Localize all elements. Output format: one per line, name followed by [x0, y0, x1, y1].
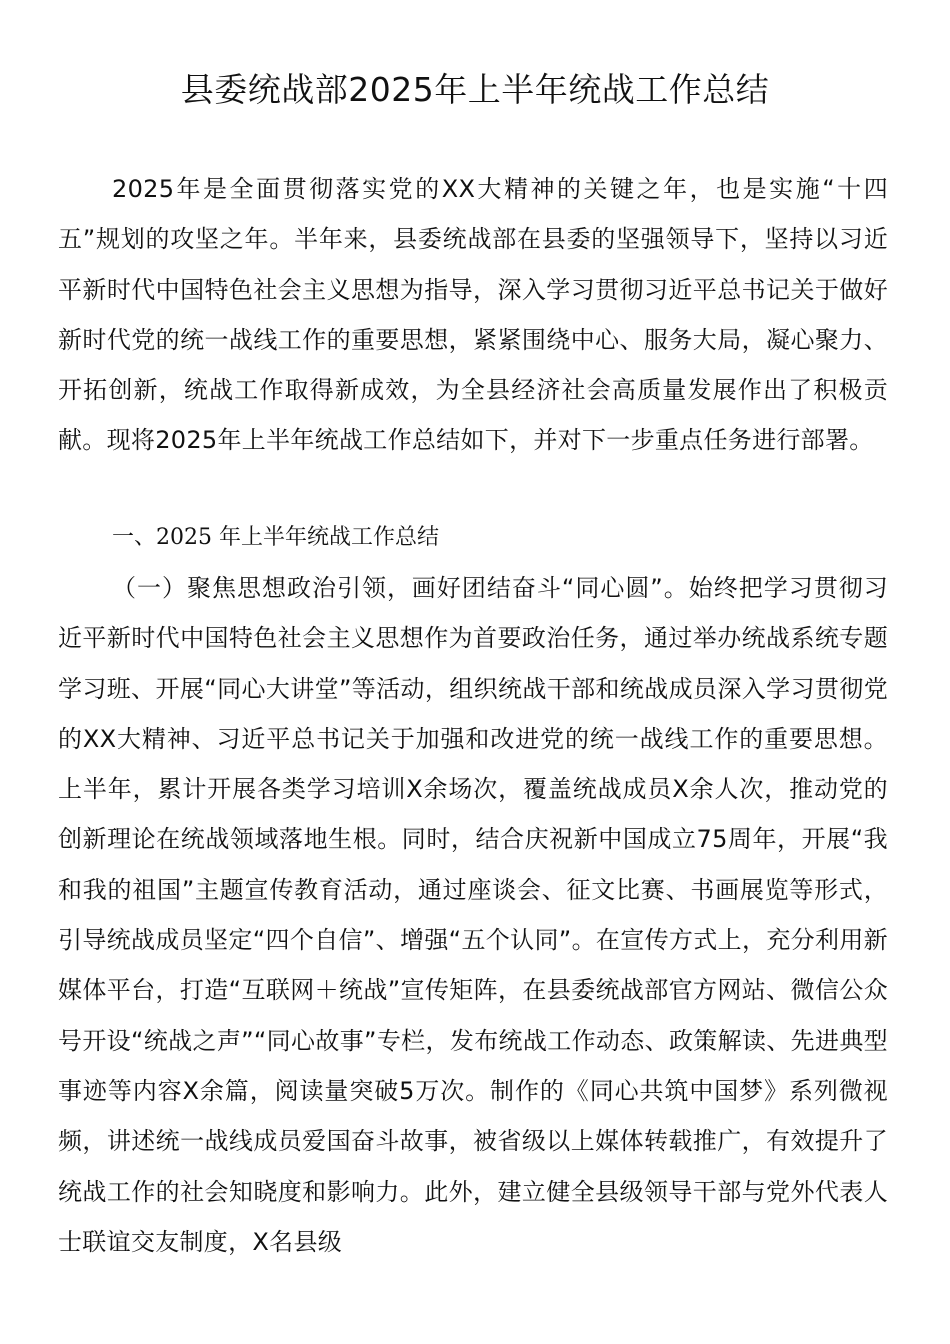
- subsection-paragraph: （一）聚焦思想政治引领，画好团结奋斗“同心圆”。始终把学习贯彻习近平新时代中国特色社会主义思想作为首要政治任务，通过举办统战系统专题学习班、开展“同心大讲堂”等活动，组织统战干部和统战成员深入学习贯彻党的XX大精神、习近平总书记关于加强和改进党的统一战线工作的重要思想。上半年，累计开展各类学习培训X余场次，覆盖统战成员X余人次，推动党的创新理论在统战领域落地生根。同时，结合庆祝新中国成立75周年，开展“我和我的祖国”主题宣传教育活动，通过座谈会、征文比赛、书画展览等形式，引导统战成员坚定“四个自信”、增强“五个认同”。在宣传方式上，充分利用新媒体平台，打造“互联网＋统战”宣传矩阵，在县委统战部官方网站、微信公众号开设“统战之声”“同心故事”专栏，发布统战工作动态、政策解读、先进典型事迹等内容X余篇，阅读量突破5万次。制作的《同心共筑中国梦》系列微视频，讲述统一战线成员爱国奋斗故事，被省级以上媒体转载推广，有效提升了统战工作的社会知晓度和影响力。此外，建立健全县级领导干部与党外代表人士联谊交友制度，X名县级: [58, 574, 888, 1256]
- intro-paragraph: 2025年是全面贯彻落实党的XX大精神的关键之年，也是实施“十四五”规划的攻坚之年。半年来，县委统战部在县委的坚强领导下，坚持以习近平新时代中国特色社会主义思想为指导，深入学习贯彻习近平总书记关于做好新时代党的统一战线工作的重要思想，紧紧围绕中心、服务大局，凝心聚力、开拓创新，统战工作取得新成效，为全县经济社会高质量发展作出了积极贡献。现将2025年上半年统战工作总结如下，并对下一步重点任务进行部署。: [58, 175, 888, 455]
- section-heading: 一、2025 年上半年统战工作总结: [112, 525, 439, 550]
- document-title: 县委统战部2025年上半年统战工作总结: [180, 70, 770, 109]
